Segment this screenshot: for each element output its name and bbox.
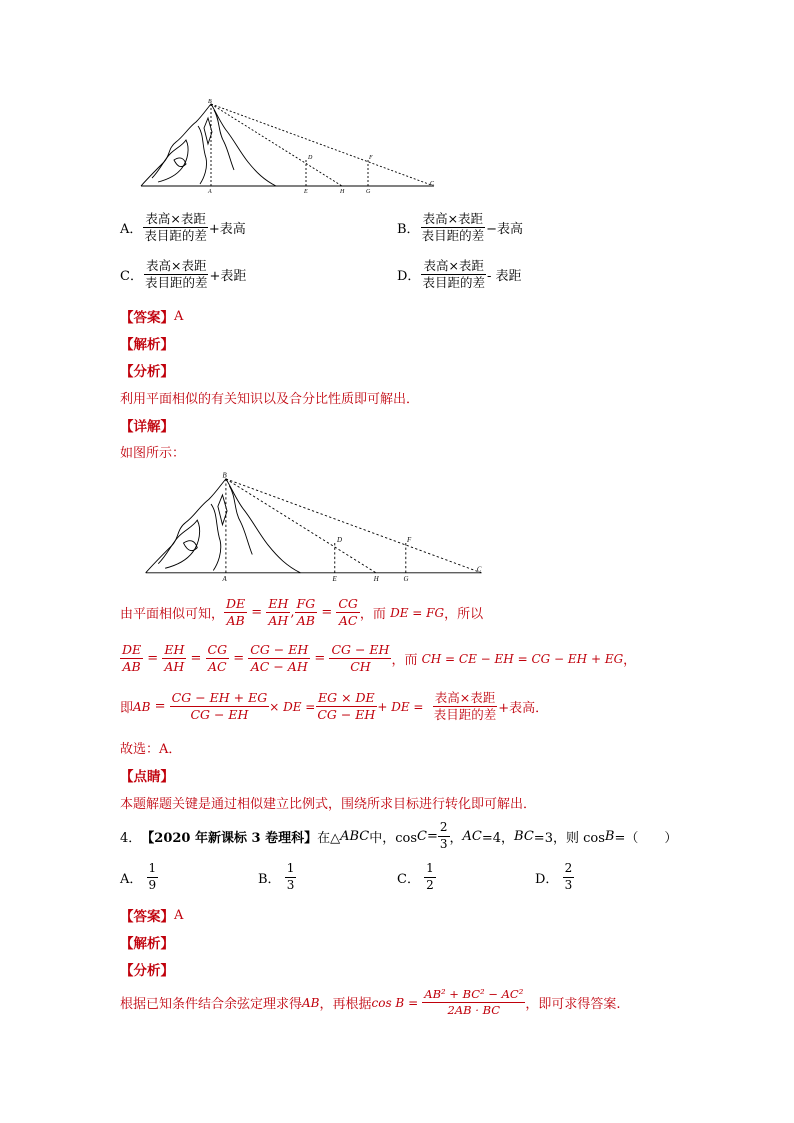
fraction: $\frac{CG}{AC}$	[207, 642, 228, 675]
q4-section-jiexi: 【解析】	[120, 936, 174, 952]
fraction: $\frac{DE}{AB}$	[226, 596, 246, 629]
option-a: A． $\frac{\text{表高×表距}}{\text{表目距的差}}$ +表高	[120, 211, 246, 244]
fraction: $\frac{DE}{AB}$	[122, 642, 142, 675]
fraction: $\frac{\text{AB² + BC² − AC²}}{2AB \cdot BC}$	[424, 987, 524, 1018]
point-label: C	[430, 181, 435, 187]
fraction: $\frac{\text{表高×表距}}{\text{表目距的差}}$	[433, 690, 497, 723]
fraction: $\frac{FG}{AB}$	[296, 596, 316, 629]
q4-option-b: B． $\frac{1}{3}$	[258, 861, 295, 892]
point-label: H	[340, 189, 345, 194]
option-b: B． $\frac{\text{表高×表距}}{\text{表目距的差}}$ −表高	[397, 211, 523, 244]
fraction: $\frac{EG \times DE}{CG - EH}$	[317, 690, 376, 723]
point-label: B	[222, 472, 227, 480]
point-label: F	[406, 536, 412, 544]
mountain-figure-2	[142, 472, 492, 582]
fraction: $\frac{CG - EH}{AC - AH}$	[250, 642, 309, 675]
fraction: $\frac{\text{表高×表距}}{\text{表目距的差}}$	[144, 258, 208, 291]
dianjing-text: 本题解题关键是通过相似建立比例式，围绕所求目标进行转化即可解出．	[120, 797, 537, 812]
point-label: H	[373, 575, 379, 582]
point-label: A	[208, 189, 212, 194]
point-label: A	[222, 575, 227, 582]
mountain-outline	[146, 479, 301, 573]
fraction: $\frac{1}{2}$	[426, 861, 434, 892]
section-dianjing: 【点睛】	[120, 769, 174, 785]
sight-line-BC	[211, 104, 434, 186]
derivation-line-3: 即 AB = $\frac{CG - EH + EG}{CG - EH}$ × DE = $\frac{EG \times DE}{CG - EH}$ + DE = $\frac{\text{表高×表距}}{\text{表目距的差}}$ +表高 ．	[120, 690, 549, 723]
fraction: $\frac{2}{3}$	[439, 820, 448, 851]
q4-option-d: D． $\frac{2}{3}$	[535, 861, 573, 892]
option-letter: A．	[120, 222, 143, 238]
fraction: $\frac{2}{3}$	[564, 861, 573, 892]
option-d: D． $\frac{\text{表高×表距}}{\text{表目距的差}}$ - 表距	[397, 258, 522, 291]
q4-option-a: A． $\frac{1}{9}$	[120, 861, 157, 892]
point-label: D	[337, 536, 343, 544]
option-c: C． $\frac{\text{表高×表距}}{\text{表目距的差}}$ +表距	[120, 258, 247, 291]
mountain-ridge	[152, 140, 188, 182]
fraction: $\frac{EH}{AH}$	[164, 642, 185, 675]
answer-line: 【答案】 A	[120, 308, 184, 326]
fenxi-text: 利用平面相似的有关知识以及合分比性质即可解出．	[120, 392, 420, 407]
point-label: F	[369, 155, 373, 161]
fraction: $\frac{1}{3}$	[286, 861, 295, 892]
q4-option-c: C． $\frac{1}{2}$	[397, 861, 434, 892]
rock-detail	[184, 541, 198, 551]
mountain-ridge	[158, 520, 199, 568]
question-4: 4． 【2020 年新课标 3 卷理科】 在△ ABC 中，cos C = $\frac{2}{3}$ ， AC =4， BC =3，则 cos B =（ ）	[120, 820, 678, 851]
mountain-outline	[141, 104, 276, 186]
derivation-line-2: $\frac{DE}{AB}$ = $\frac{EH}{AH}$ = $\frac{CG}{AC}$ = $\frac{CG - EH}{AC - AH}$ = $\frac{CG - EH}{CH}$ ，而 CH = CE − EH = CG − EH + EG ，	[122, 642, 637, 675]
fraction: $\frac{\text{表高×表距}}{\text{表目距的差}}$	[422, 258, 485, 291]
section-xiangjie: 【详解】	[120, 419, 174, 435]
fraction: $\frac{\text{表高×表距}}{\text{表目距的差}}$	[144, 211, 207, 244]
fraction: $\frac{CG}{AC}$	[338, 596, 358, 629]
question-source: 【2020 年新课标 3 卷理科】	[141, 830, 318, 846]
fraction: $\frac{1}{9}$	[148, 861, 157, 892]
fraction: $\frac{\text{表高×表距}}{\text{表目距的差}}$	[421, 211, 485, 244]
point-label: D	[308, 155, 313, 161]
option-letter: C．	[120, 269, 143, 285]
sight-line-BC	[226, 479, 482, 573]
rock-detail	[174, 158, 186, 167]
fraction: $\frac{EH}{AH}$	[268, 596, 289, 629]
guxuan-text: 故选：A．	[120, 742, 182, 757]
mountain-ridge	[229, 486, 252, 555]
derivation-line-1: 由平面相似可知， $\frac{DE}{AB}$ = $\frac{EH}{AH}$ , $\frac{FG}{AB}$ = $\frac{CG}{AC}$ ，而 DE = FG ，所以	[120, 596, 484, 629]
point-label: G	[366, 189, 371, 194]
q4-fenxi-text: 根据已知条件结合余弦定理求得 AB ，再根据 cos B = $\frac{\text{AB² + BC² − AC²}}{2AB \cdot BC}$ ，即可求得答案.	[120, 987, 621, 1018]
sight-line-BH	[211, 104, 342, 186]
sight-line-BH	[226, 479, 376, 573]
fraction: $\frac{CG - EH}{CH}$	[331, 642, 390, 675]
option-letter: D．	[397, 269, 421, 285]
section-fenxi: 【分析】	[120, 364, 174, 380]
question-number: 4．	[120, 830, 142, 846]
fraction: $\frac{CG - EH + EG}{CG - EH}$	[171, 690, 268, 723]
point-label: B	[208, 99, 212, 105]
point-label: E	[304, 189, 308, 194]
mountain-ridge	[211, 504, 221, 570]
section-jiexi: 【解析】	[120, 337, 174, 353]
point-label: G	[403, 575, 409, 582]
q4-section-fenxi: 【分析】	[120, 963, 174, 979]
mountain-figure-1	[138, 98, 443, 194]
mountain-ridge	[214, 110, 234, 170]
point-label: E	[332, 575, 337, 582]
figure-intro: 如图所示：	[120, 446, 186, 461]
point-label: C	[476, 566, 482, 574]
q4-answer-line: 【答案】 A	[120, 907, 184, 925]
option-letter: B．	[397, 222, 420, 238]
